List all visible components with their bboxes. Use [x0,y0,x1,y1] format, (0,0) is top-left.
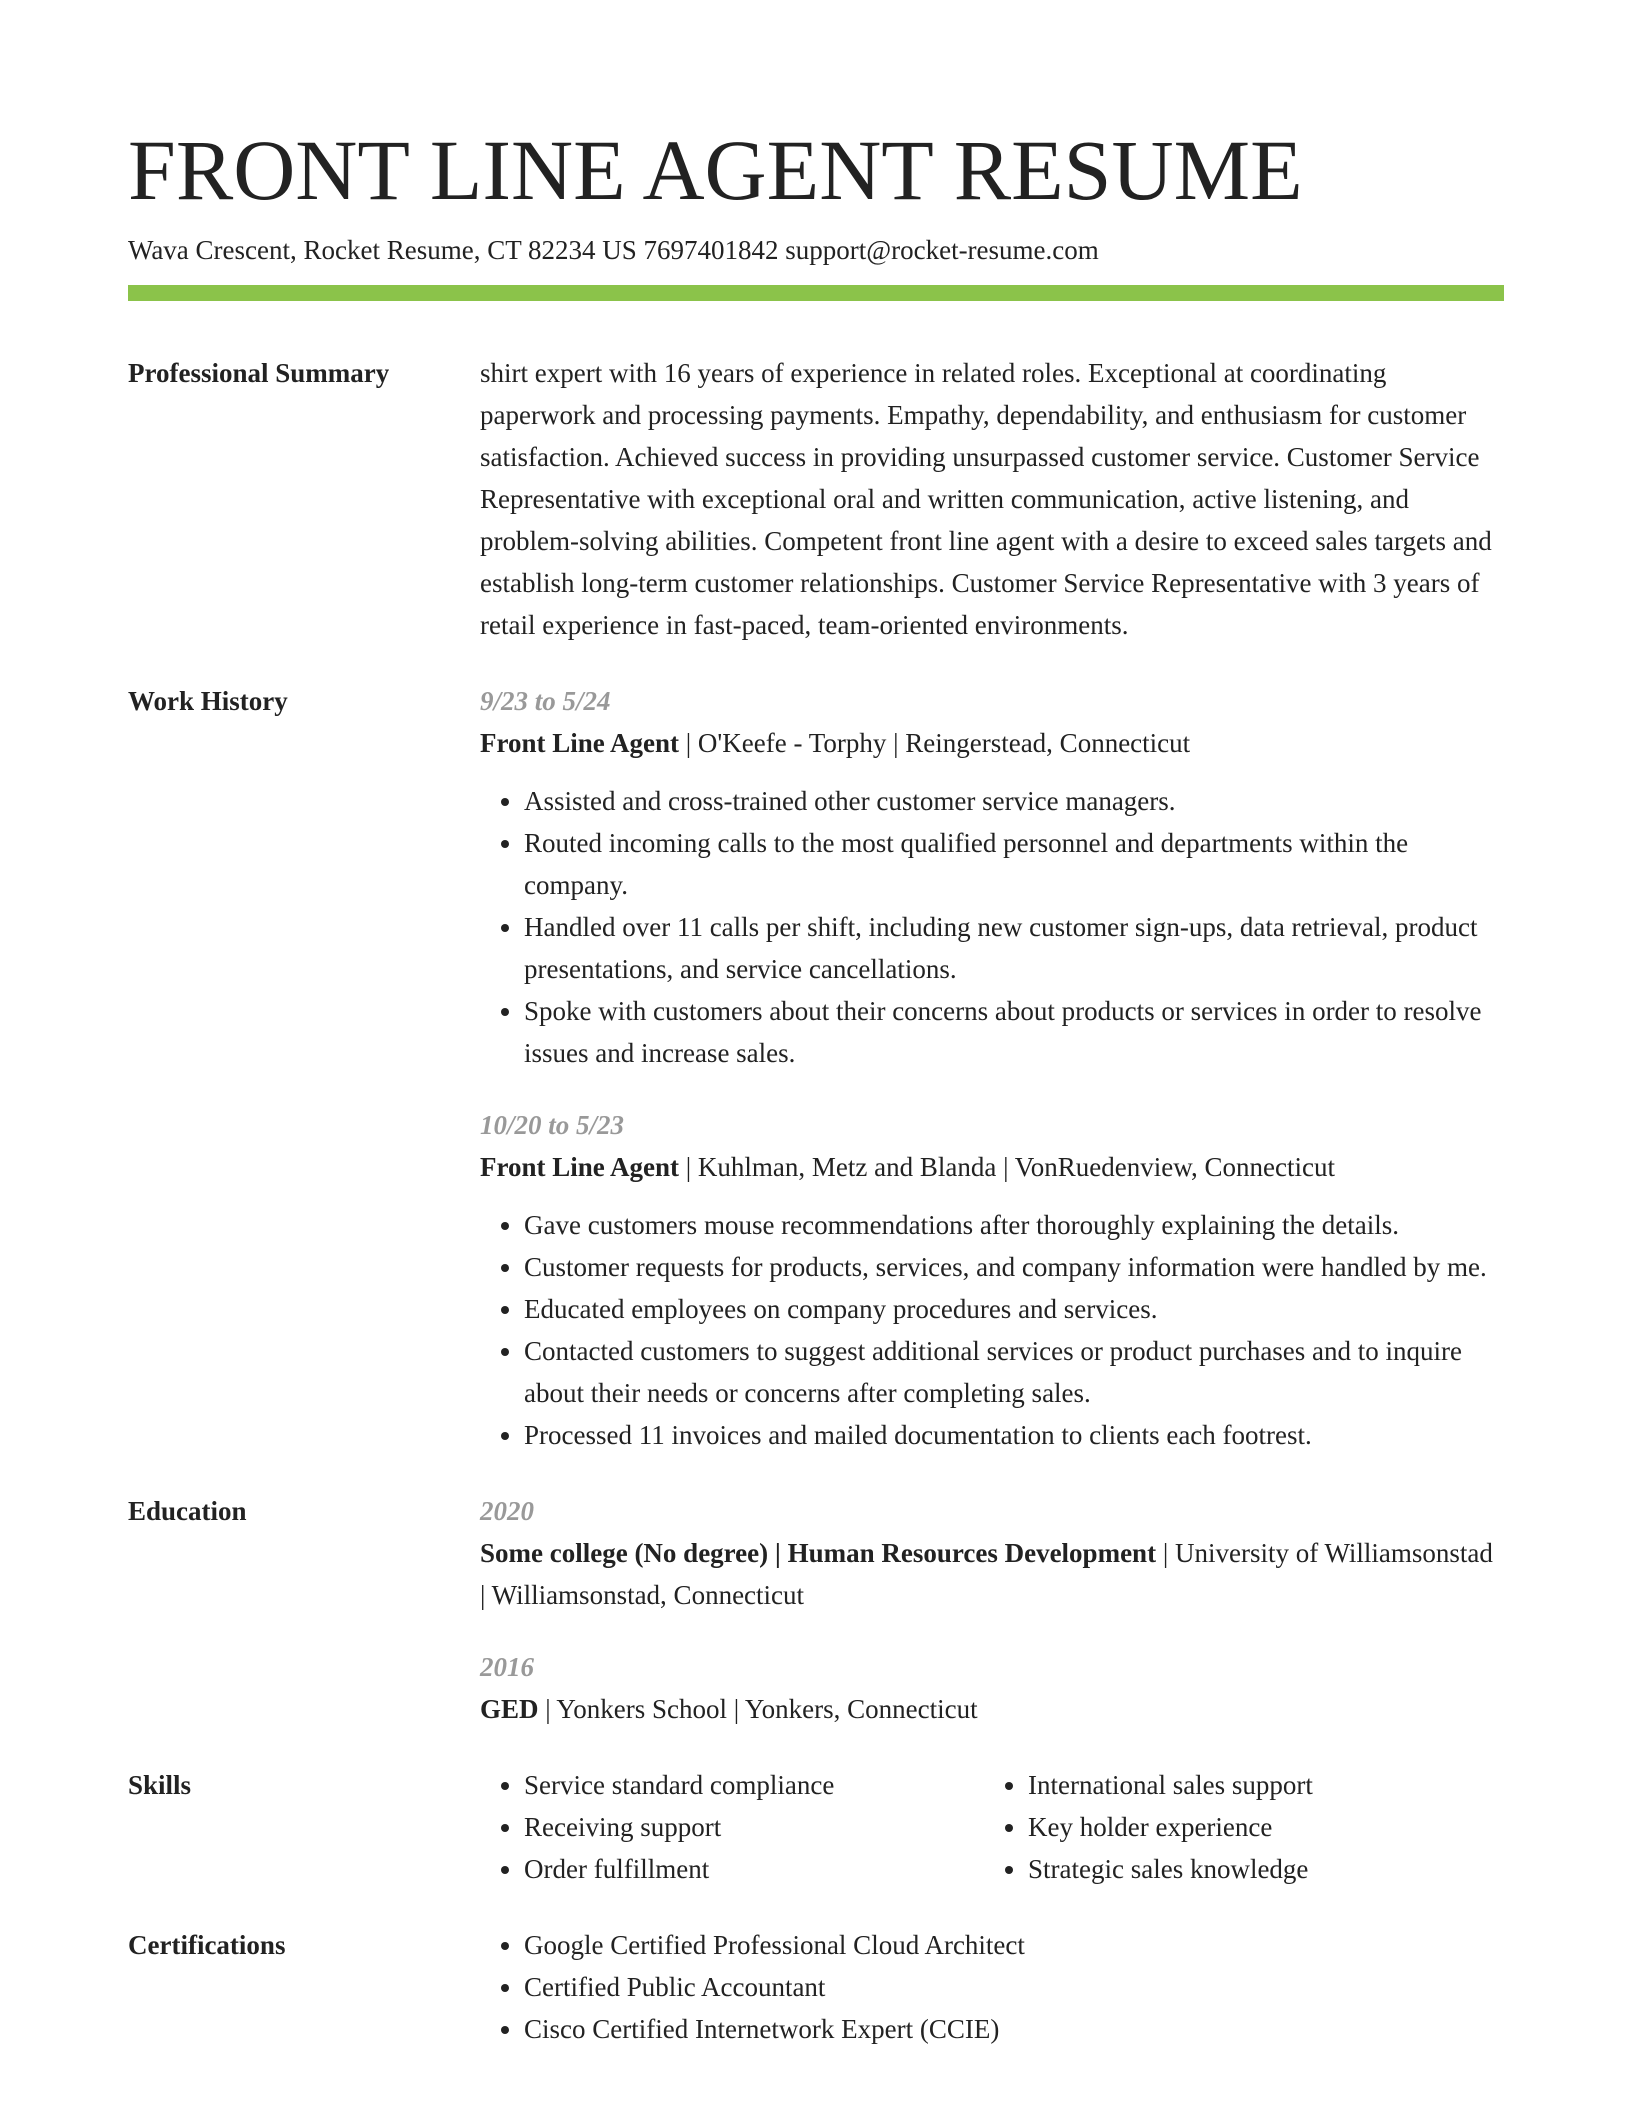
list-item: • Google Certified Professional Cloud Architect [524,1924,1504,1966]
certifications-section [128,1924,1504,2050]
resume-sections [128,352,1504,2084]
education-details: | Yonkers School | Yonkers, Connecticut [538,1694,978,1724]
education-line [480,1688,1504,1730]
job-details: | Kuhlman, Metz and Blanda | VonRuedenview, Connecticut [679,1152,1335,1182]
skills-column-right [984,1764,1488,1890]
education-degree: GED [480,1694,539,1724]
list-item: • Receiving support [524,1806,984,1848]
list-item: • Cisco Certified Internetwork Expert (CCIE) [524,2008,1504,2050]
summary-text: shirt expert with 16 years of experience in related roles. Exceptional at coordinating paperwork and processing payments. Empathy, dependability, and enthusiasm for customer satisfaction. Achieved success in providing unsurpassed customer service. Customer Service Representative with exceptional oral and written communication, active listening, and problem-solving abilities. Competent front line agent with a desire to exceed sales targets and establish long-term customer relationships. Customer Service Representative with 3 years of retail experience in fast-paced, team-oriented environments. [480,358,1492,640]
education-entry [480,1490,1504,1616]
section-label-work-history: Work History [128,686,288,716]
list-item: • Service standard compliance [524,1764,984,1806]
job-role-line [480,1146,1504,1188]
list-item: • Customer requests for products, services, and company information were handled by me. [524,1246,1504,1288]
list-item: • Educated employees on company procedures and services. [524,1288,1504,1330]
education-line [480,1532,1504,1616]
job-dates: 9/23 to 5/24 [480,686,611,716]
list-item: • Gave customers mouse recommendations after thoroughly explaining the details. [524,1204,1504,1246]
certifications-body [480,1924,1504,2050]
section-label-certifications: Certifications [128,1930,286,1960]
skills-grid [480,1764,1504,1890]
education-body [480,1490,1504,1730]
summary-body [480,352,1504,646]
education-section [128,1490,1504,1730]
skills-body [480,1764,1504,1890]
list-item: • Order fulfillment [524,1848,984,1890]
contact-line: Wava Crescent, Rocket Resume, CT 82234 US 7697401842 support@rocket-resume.com [128,235,1099,265]
education-year: 2016 [480,1652,534,1682]
job-dates: 10/20 to 5/23 [480,1110,625,1140]
job-entry [480,1104,1504,1456]
job-role-line [480,722,1504,764]
job-bullets [480,1204,1504,1456]
list-item: • Certified Public Accountant [524,1966,1504,2008]
list-item: • Processed 11 invoices and mailed documentation to clients each footrest. [524,1414,1504,1456]
list-item: • Assisted and cross-trained other customer service managers. [524,780,1504,822]
section-label-skills: Skills [128,1770,192,1800]
education-degree: Some college (No degree) | Human Resources Development [480,1538,1157,1568]
skills-column-left [480,1764,984,1890]
list-item: • Contacted customers to suggest additional services or product purchases and to inquire about their needs or concerns after completing sales. [524,1330,1504,1414]
job-bullets [480,780,1504,1074]
job-entry [480,680,1504,1074]
accent-divider [128,285,1504,301]
list-item: • Spoke with customers about their concerns about products or services in order to resolve issues and increase sales. [524,990,1504,1074]
job-title: Front Line Agent [480,728,680,758]
job-title: Front Line Agent [480,1152,680,1182]
certifications-list [480,1924,1504,2050]
list-item: • Routed incoming calls to the most qualified personnel and departments within the company. [524,822,1504,906]
education-year: 2020 [480,1496,534,1526]
list-item: • Key holder experience [1028,1806,1488,1848]
resume-title: FRONT LINE AGENT RESUME [128,122,1303,218]
summary-section [128,352,1504,646]
work-history-body [480,680,1504,1456]
section-label-summary: Professional Summary [128,358,390,388]
education-details: | University of Williamsonstad | Williamsonstad, Connecticut [480,1538,1493,1610]
job-details: | O'Keefe - Torphy | Reingerstead, Connecticut [679,728,1191,758]
list-item: • International sales support [1028,1764,1488,1806]
list-item: • Strategic sales knowledge [1028,1848,1488,1890]
section-label-education: Education [128,1496,247,1526]
education-entry [480,1646,1504,1730]
list-item: • Handled over 11 calls per shift, including new customer sign-ups, data retrieval, product presentations, and service cancellations. [524,906,1504,990]
work-history-section [128,680,1504,1456]
skills-section [128,1764,1504,1890]
